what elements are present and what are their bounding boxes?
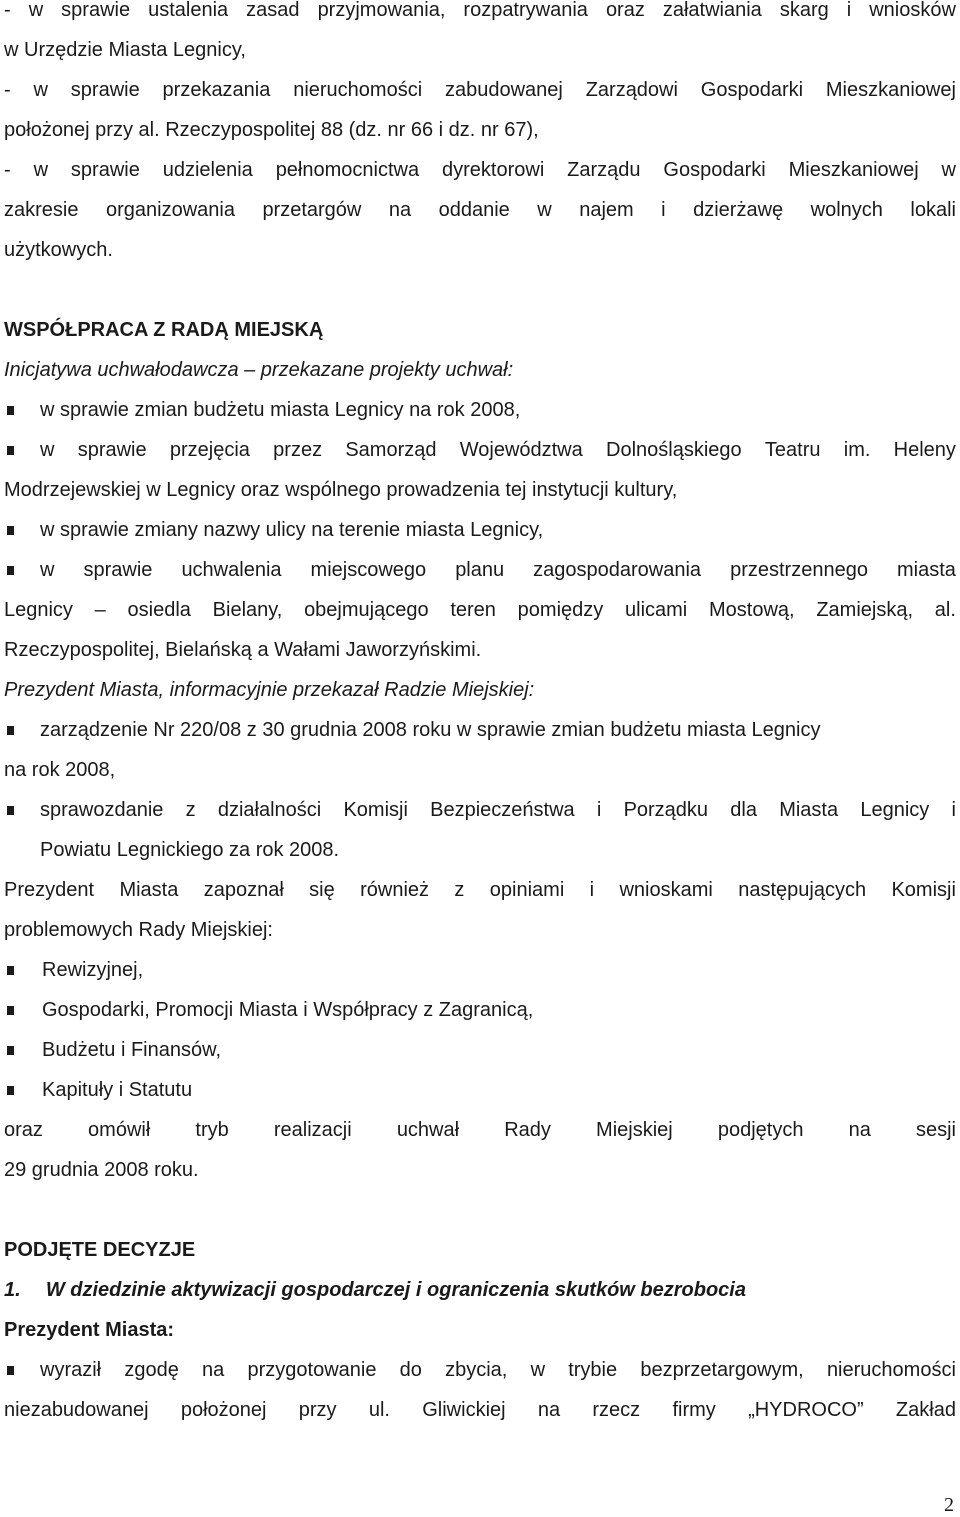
word: sprawie	[77, 439, 147, 461]
word: z	[185, 799, 196, 821]
word: obejmującego	[304, 599, 429, 621]
word: zgodę	[124, 1359, 179, 1381]
word: Mostową,	[708, 599, 795, 621]
word: tryb	[195, 1119, 229, 1141]
list-item-continuation: Powiatu Legnickiego za rok 2008.	[40, 839, 340, 861]
list-item	[4, 518, 956, 542]
word: położonej	[180, 1399, 267, 1421]
list-item-continuation	[4, 1398, 956, 1422]
word: sprawie	[70, 159, 140, 181]
bullet-icon	[7, 726, 14, 735]
word: ustalenia	[148, 0, 229, 21]
word: i	[661, 199, 666, 221]
word: Legnicy	[860, 799, 930, 821]
word: przyjmowania,	[317, 0, 446, 21]
word: dzierżawę	[693, 199, 784, 221]
section-heading-decisions: PODJĘTE DECYZJE	[4, 1239, 196, 1261]
word: Legnicy	[4, 599, 73, 621]
list-item-commission	[4, 998, 956, 1022]
word: Komisji	[343, 799, 408, 821]
word: udzielenia	[162, 159, 253, 181]
word: następujących	[738, 879, 867, 901]
word: i	[951, 799, 956, 821]
decision-section-number: 1.	[4, 1279, 21, 1301]
word: Miasta	[779, 799, 839, 821]
bullet-icon	[7, 1366, 14, 1375]
decision-section-title	[4, 1278, 746, 1302]
list-item-text: zarządzenie Nr 220/08 z 30 grudnia 2008 roku w sprawie zmian budżetu miasta Legnicy	[40, 719, 821, 741]
subheading-initiative: Inicjatywa uchwałodawcza – przekazane projekty uchwał:	[4, 359, 514, 381]
word: Mieszkaniowej	[825, 79, 956, 101]
word: oddanie	[438, 199, 510, 221]
word: sprawie	[83, 559, 153, 581]
bullet-icon	[7, 1086, 14, 1095]
word: niezabudowanej	[4, 1399, 149, 1421]
word: podjętych	[717, 1119, 804, 1141]
word: załatwiania	[662, 0, 762, 21]
list-item-commission	[4, 1078, 956, 1102]
word: dyrektorowi	[442, 159, 545, 181]
intro-line: położonej przy al. Rzeczypospolitej 88 (dz. nr 66 i dz. nr 67),	[4, 119, 539, 141]
list-item	[4, 1358, 956, 1382]
paragraph-line	[4, 1118, 956, 1142]
intro-line: użytkowych.	[4, 239, 113, 261]
word: skarg	[779, 0, 829, 21]
word: zakresie	[4, 199, 79, 221]
word: planu	[455, 559, 505, 581]
word: przetargów	[262, 199, 362, 221]
word: omówił	[88, 1119, 151, 1141]
word: wolnych	[810, 199, 883, 221]
list-item-commission	[4, 958, 956, 982]
word: bezprzetargowym,	[640, 1359, 804, 1381]
word: w	[941, 159, 956, 181]
list-item-text: Rewizyjnej,	[42, 959, 144, 981]
word: Zakład	[895, 1399, 956, 1421]
word: Zarządowi	[585, 79, 678, 101]
word: się	[309, 879, 335, 901]
list-item	[4, 398, 956, 422]
list-item	[4, 718, 956, 742]
list-item-continuation: Modrzejewskiej w Legnicy oraz wspólnego prowadzenia tej instytucji kultury,	[4, 479, 678, 501]
word: wyraził	[40, 1359, 102, 1381]
word: w	[33, 79, 48, 101]
bullet-icon	[7, 1046, 14, 1055]
word: -	[4, 159, 11, 181]
bullet-icon	[7, 406, 14, 415]
word: lokali	[910, 199, 956, 221]
word: Porządku	[623, 799, 709, 821]
list-item-text: Kapituły i Statutu	[42, 1079, 193, 1101]
list-item	[4, 438, 956, 462]
list-item	[4, 798, 956, 822]
word: Zamiejską,	[816, 599, 914, 621]
word: Miejskiej	[596, 1119, 673, 1141]
intro-line	[4, 158, 956, 182]
word: Prezydent	[4, 879, 95, 901]
word: miasta	[897, 559, 956, 581]
intro-line	[4, 78, 956, 102]
word: realizacji	[273, 1119, 352, 1141]
word: opiniami	[489, 879, 565, 901]
word: al.	[934, 599, 956, 621]
word: firmy	[672, 1399, 716, 1421]
section-heading-coop: WSPÓŁPRACA Z RADĄ MIEJSKĄ	[4, 319, 324, 341]
word: na	[537, 1399, 561, 1421]
word: i	[846, 0, 852, 21]
bullet-icon	[7, 966, 14, 975]
list-item-text: Gospodarki, Promocji Miasta i Współpracy z Zagranicą,	[42, 999, 534, 1021]
list-item-text	[40, 438, 956, 462]
word: wniosków	[869, 0, 956, 21]
word: Zarządu	[567, 159, 641, 181]
word: z	[454, 879, 465, 901]
decision-section-text: W dziedzinie aktywizacji gospodarczej i ograniczenia skutków bezrobocia	[45, 1279, 746, 1301]
word: na	[202, 1359, 225, 1381]
word: sprawie	[61, 0, 131, 21]
list-item-continuation: Rzeczypospolitej, Bielańską a Wałami Jaworzyńskimi.	[4, 639, 482, 661]
subheading-info: Prezydent Miasta, informacyjnie przekazał Radzie Miejskiej:	[4, 679, 535, 701]
word: Heleny	[893, 439, 956, 461]
word: w	[40, 559, 55, 581]
word: trybie	[568, 1359, 618, 1381]
word: w	[28, 0, 44, 21]
word: na	[848, 1119, 871, 1141]
word: nieruchomości	[293, 79, 423, 101]
list-item	[4, 558, 956, 582]
word: w	[530, 1359, 546, 1381]
word: Bielany,	[212, 599, 283, 621]
word: -	[4, 79, 11, 101]
word: pomiędzy	[517, 599, 604, 621]
word: sprawozdanie	[40, 799, 164, 821]
word: Gliwickiej	[422, 1399, 506, 1421]
word: organizowania	[105, 199, 235, 221]
paragraph-line: 29 grudnia 2008 roku.	[4, 1159, 199, 1181]
word: Gospodarki	[700, 79, 804, 101]
paragraph-line: problemowych Rady Miejskiej:	[4, 919, 273, 941]
word: im.	[843, 439, 871, 461]
word: zasad	[246, 0, 300, 21]
decision-actor: Prezydent Miasta:	[4, 1319, 175, 1341]
word: –	[94, 599, 106, 621]
word: oraz	[605, 0, 645, 21]
word: przez	[273, 439, 323, 461]
word: nieruchomości	[826, 1359, 956, 1381]
paragraph-line	[4, 878, 956, 902]
word: Województwa	[459, 439, 583, 461]
word: -	[4, 0, 11, 21]
word: Mieszkaniowej	[788, 159, 919, 181]
bullet-icon	[7, 806, 14, 815]
word: miejscowego	[310, 559, 427, 581]
word: dla	[730, 799, 757, 821]
word: Komisji	[891, 879, 956, 901]
word: teren	[450, 599, 496, 621]
word: do	[399, 1359, 422, 1381]
word: uchwał	[396, 1119, 460, 1141]
word: Teatru	[764, 439, 821, 461]
word: Rady	[504, 1119, 551, 1141]
word: wnioskami	[619, 879, 713, 901]
word: przejęcia	[169, 439, 250, 461]
word: rzecz	[592, 1399, 641, 1421]
list-item-commission	[4, 1038, 956, 1062]
word: Gospodarki	[663, 159, 766, 181]
list-item-text	[40, 1358, 956, 1382]
word: i	[589, 879, 595, 901]
word: przekazania	[162, 79, 271, 101]
bullet-icon	[7, 526, 14, 535]
intro-line	[4, 0, 956, 22]
bullet-icon	[7, 446, 14, 455]
word: Miasta	[119, 879, 179, 901]
list-item-text: w sprawie zmiany nazwy ulicy na terenie miasta Legnicy,	[40, 519, 544, 541]
word: uchwalenia	[181, 559, 282, 581]
list-item-text: w sprawie zmian budżetu miasta Legnicy na rok 2008,	[40, 399, 521, 421]
intro-line: w Urzędzie Miasta Legnicy,	[4, 39, 246, 61]
list-item-continuation: na rok 2008,	[4, 759, 116, 781]
word: przygotowanie	[247, 1359, 377, 1381]
word: również	[360, 879, 430, 901]
word: ulicami	[625, 599, 688, 621]
word: i	[596, 799, 602, 821]
word: oraz	[4, 1119, 43, 1141]
word: w	[40, 439, 55, 461]
word: zagospodarowania	[533, 559, 702, 581]
word: w	[33, 159, 49, 181]
list-item-text: Budżetu i Finansów,	[42, 1039, 221, 1061]
word: Dolnośląskiego	[606, 439, 742, 461]
list-item-continuation	[4, 598, 956, 622]
word: osiedla	[127, 599, 191, 621]
list-item-text	[40, 798, 956, 822]
word: Samorząd	[345, 439, 437, 461]
page-number: 2	[944, 1494, 954, 1516]
word: na	[388, 199, 412, 221]
word: sesji	[915, 1119, 956, 1141]
word: najem	[579, 199, 634, 221]
bullet-icon	[7, 1006, 14, 1015]
intro-line	[4, 198, 956, 222]
word: rozpatrywania	[463, 0, 588, 21]
word: sprawie	[70, 79, 140, 101]
word: zapoznał	[203, 879, 284, 901]
word: Bezpieczeństwa	[430, 799, 575, 821]
word: ul.	[368, 1399, 390, 1421]
word: przy	[298, 1399, 337, 1421]
bullet-icon	[7, 566, 14, 575]
word: zbycia,	[445, 1359, 508, 1381]
word: w	[537, 199, 552, 221]
word: zabudowanej	[444, 79, 563, 101]
word: przestrzennego	[730, 559, 868, 581]
word: działalności	[217, 799, 322, 821]
list-item-text	[40, 558, 956, 582]
word: „HYDROCO”	[748, 1399, 864, 1421]
word: pełnomocnictwa	[275, 159, 420, 181]
